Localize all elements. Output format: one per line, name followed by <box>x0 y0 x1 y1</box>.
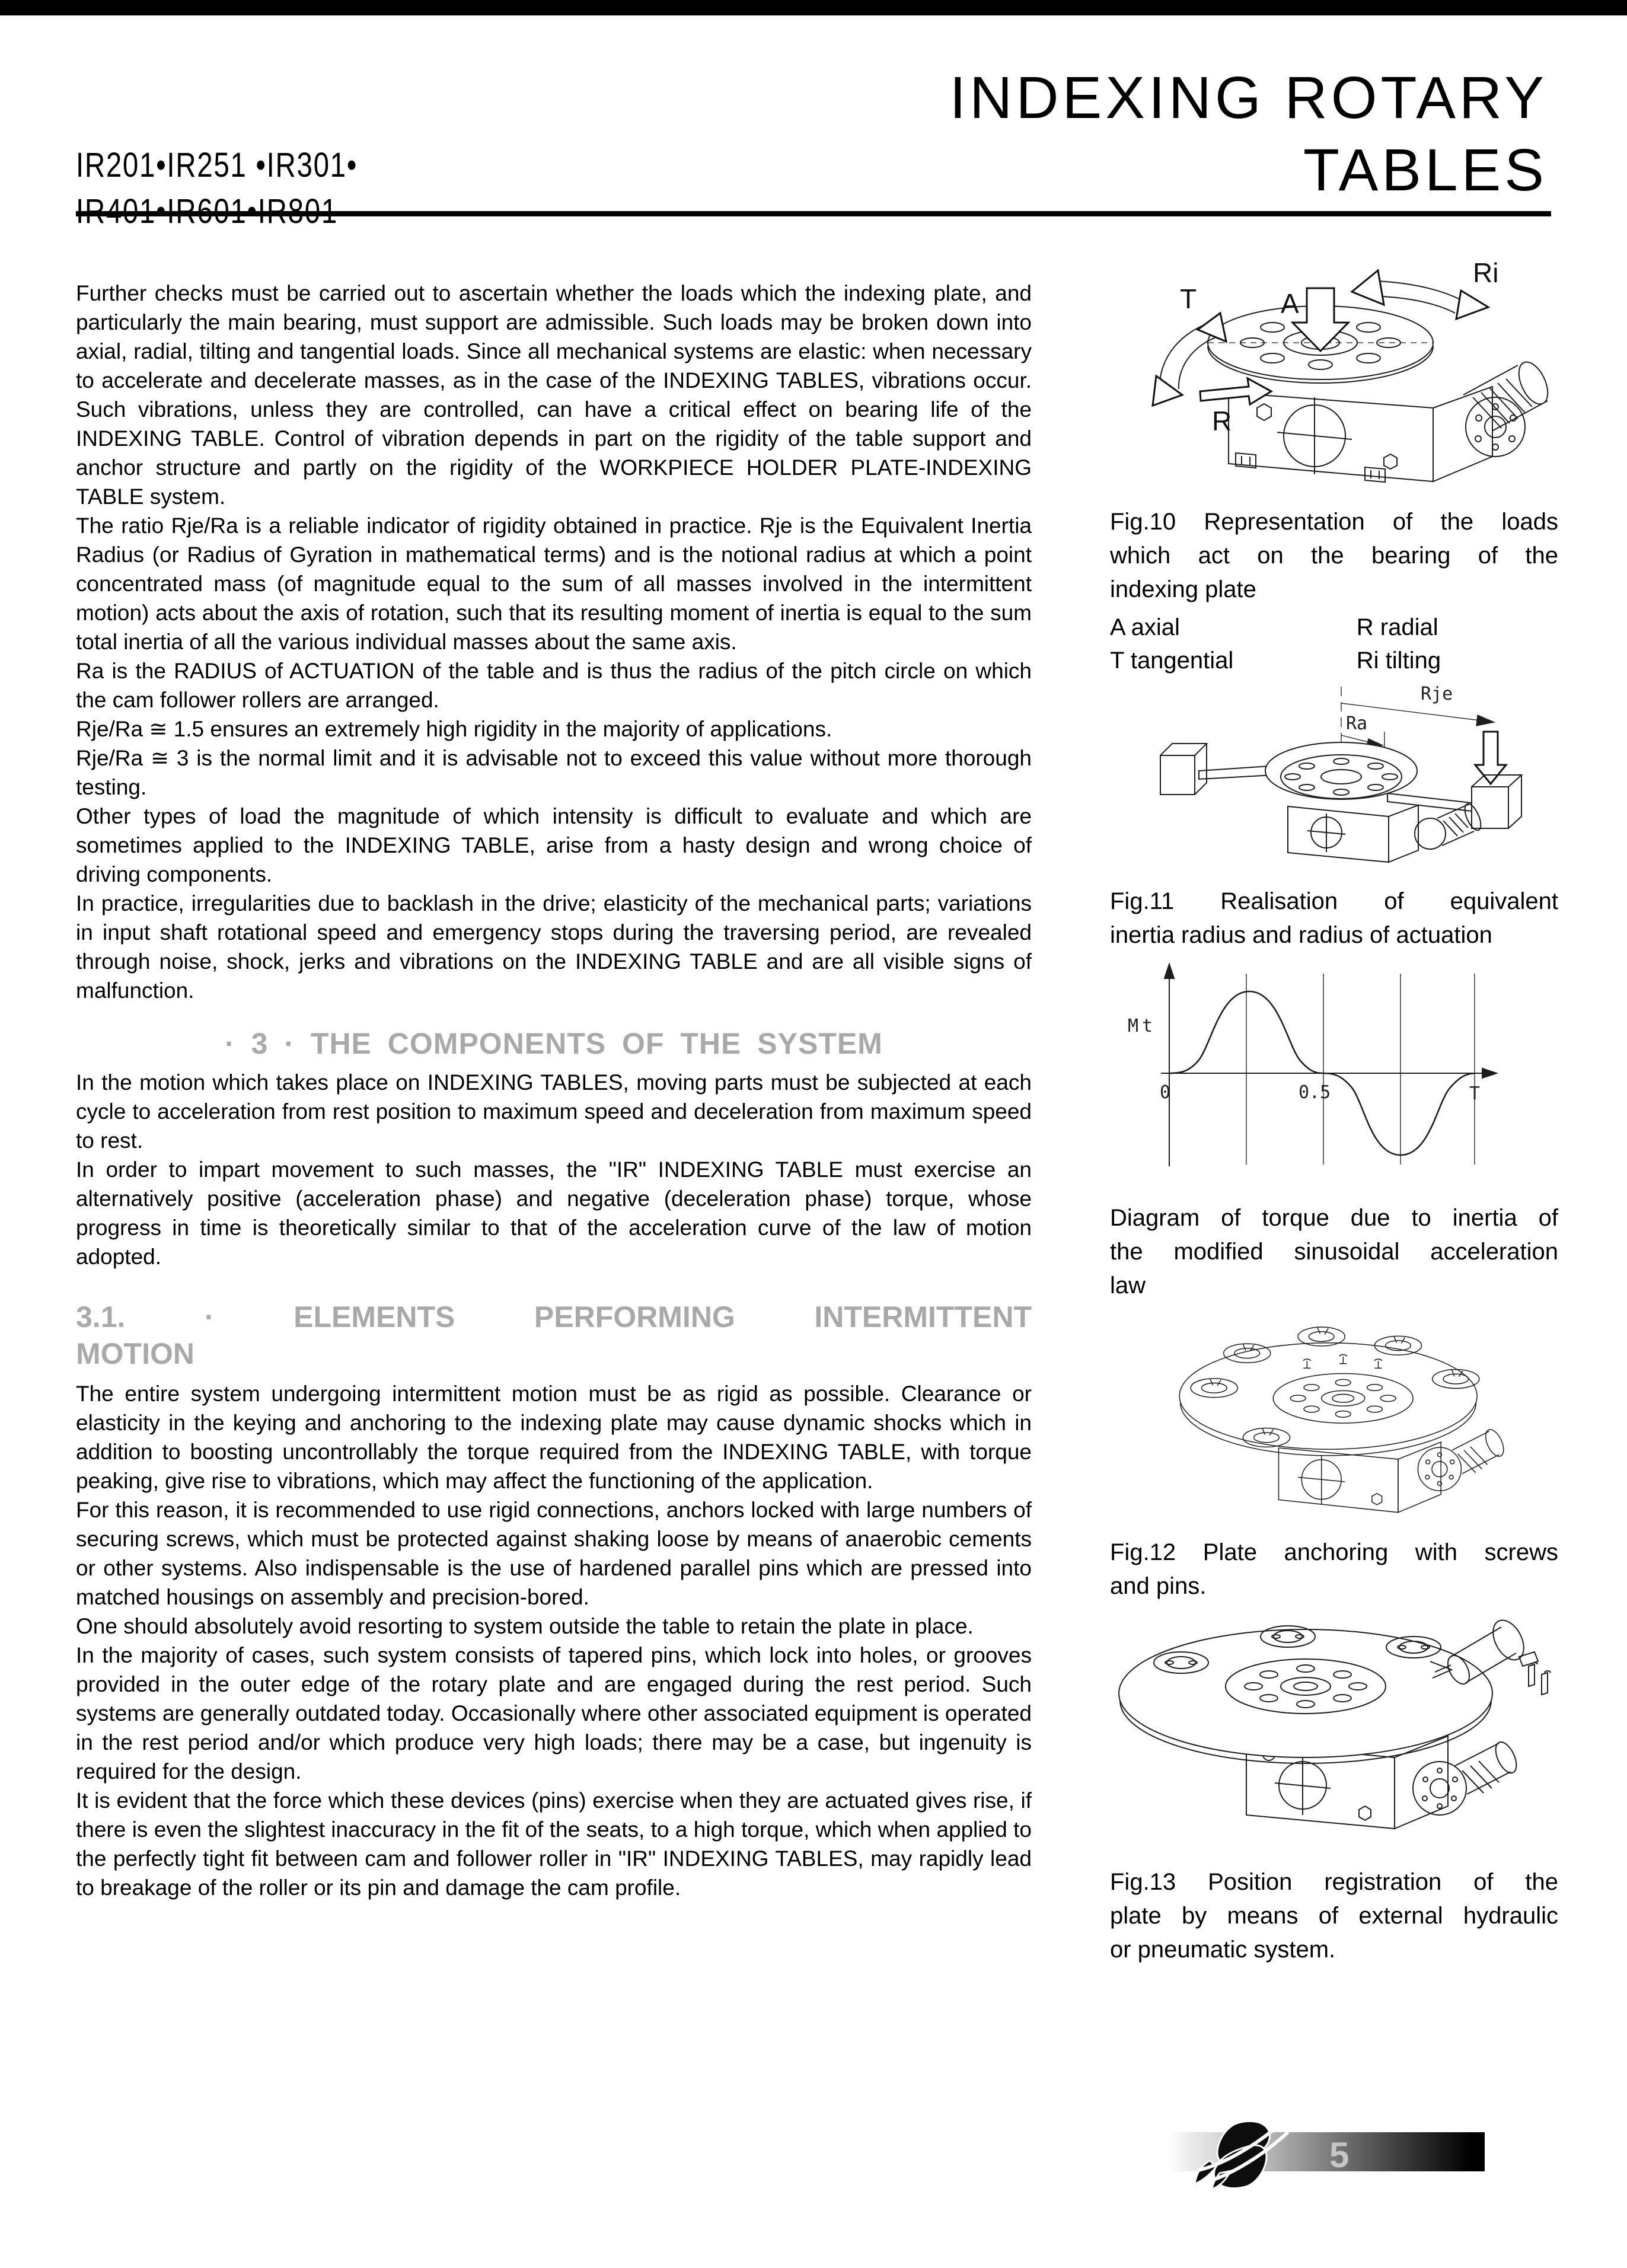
paragraph: The entire system undergoing intermittent motion must be as rigid as possible. Clearance or elasticity in the keying and anchoring to the indexing plate may cause dynamic shocks which in addition to boosting uncontrollably the torque required from the INDEXING TABLE, with torque peaking, give rise to vibrations, which may affect the functioning of the application. <box>76 1382 1032 1493</box>
page-title <box>949 62 1548 206</box>
fig10-label-ri: Ri <box>1473 257 1499 288</box>
paragraph: In practice, irregularities due to backlash in the drive; elasticity of the mechanical parts; variations in input shaft rotational speed and emergency stops during the traversing period, are revealed through noise, shock, jerks and vibrations on the INDEXING TABLE and are all visible signs of malfunction. <box>76 891 1032 1003</box>
torque-ylabel: Mt <box>1128 1016 1157 1036</box>
page-title-line2: TABLES <box>1303 137 1548 203</box>
fig11-caption-line: inertia radius and radius of actuation <box>1110 922 1492 948</box>
fig13-caption-line: plate by means of external hydraulic <box>1110 1903 1558 1929</box>
fig12-caption-line: and pins. <box>1110 1573 1207 1599</box>
fig10-caption-line: indexing plate <box>1110 576 1256 602</box>
paragraph: Other types of load the magnitude of which intensity is difficult to evaluate and which are sometimes applied to the INDEXING TABLE, arise from a hasty design and wrong choice of driving components. <box>76 804 1032 886</box>
legend-r-radial: R radial <box>1356 614 1438 640</box>
fig13-drawing <box>1110 1610 1558 1854</box>
torque-diagram <box>1110 956 1558 1181</box>
legend-a-axial: A axial <box>1110 614 1180 640</box>
torque-caption-line: law <box>1110 1272 1146 1299</box>
fig10-caption-line: Fig.10 Representation of the loads <box>1110 509 1558 535</box>
fig10-label-a: A <box>1281 288 1299 319</box>
fig10-label-r: R <box>1212 406 1232 436</box>
section-3-heading: · 3 · THE COMPONENTS OF THE SYSTEM <box>225 1027 883 1060</box>
main-text-column <box>76 279 1032 1902</box>
paragraph: Rje/Ra ≅ 1.5 ensures an extremely high rigidity in the majority of applications. <box>76 717 832 741</box>
equivalent-mass-arrow-icon <box>1475 732 1506 784</box>
fig13-caption-line: or pneumatic system. <box>1110 1937 1336 1963</box>
radial-load-arrow-icon <box>1200 378 1271 404</box>
torque-tick-05: 0.5 <box>1299 1082 1331 1103</box>
page-number: 5 <box>1329 2135 1350 2175</box>
fig11-caption-line: Fig.11 Realisation of equivalent <box>1110 888 1558 914</box>
paragraph: Ra is the RADIUS of ACTUATION of the table and is thus the radius of the pitch circle on which the cam follower rollers are arranged. <box>76 659 1032 712</box>
figure-column <box>1110 249 1558 2194</box>
paragraph: In order to impart movement to such masses, the "IR" INDEXING TABLE must exercise an alternatively positive (acceleration phase) and negative (deceleration phase) torque, whose progress in time is theoretically similar to that of the acceleration curve of the law of motion adopted. <box>76 1157 1032 1269</box>
paragraph: One should absolutely avoid resorting to system outside the table to retain the plate in place. <box>76 1614 974 1638</box>
fig12-caption <box>1110 1536 1558 1603</box>
section-3-1-heading-line1: 3.1. · ELEMENTS PERFORMING INTERMITTENT <box>76 1300 1032 1334</box>
fig10-label-t: T <box>1180 283 1197 314</box>
fig13-caption-line: Fig.13 Position registration of the <box>1110 1869 1558 1895</box>
section-3-1-heading <box>76 1299 1032 1372</box>
torque-caption <box>1110 1201 1558 1303</box>
torque-caption-line: the modified sinusoidal acceleration <box>1110 1239 1558 1265</box>
legend-t-tangential: T tangential <box>1110 647 1234 674</box>
fig10-caption-line: which act on the bearing of the <box>1110 543 1558 569</box>
torque-tick-T: T <box>1469 1083 1481 1104</box>
fig13-caption <box>1110 1865 1558 1967</box>
torque-tick-0: 0 <box>1160 1082 1171 1103</box>
model-list <box>76 142 358 235</box>
fig10-legend <box>1110 611 1558 677</box>
paragraph: The ratio Rje/Ra is a reliable indicator of rigidity obtained in practice. Rje is the Equivalent Inertia Radius (or Radius of Gyration in mathematical terms) and is the notional radius at which a point concentrated mass (of magnitude equal to the sum of all masses involved in the intermittent motion) acts about the axis of rotation, such that its resulting moment of inertia is equal to the sum total inertia of all the various individual masses about the same axis. <box>76 513 1032 654</box>
fig10-drawing <box>1110 249 1558 504</box>
fig11-drawing <box>1110 677 1558 882</box>
header-rule <box>76 211 1551 216</box>
paragraph: Further checks must be carried out to ascertain whether the loads which the indexing plate, and particularly the main bearing, must support are admissible. Such loads may be broken down into axial, radial, tilting and tangential loads. Since all mechanical systems are elastic: when necessary to accelerate and decelerate masses, as in the case of the INDEXING TABLES, vibrations occur. Such vibrations, unless they are controlled, can have a critical effect on bearing life of the INDEXING TABLE. Control of vibration depends in part on the rigidity of the table support and anchor structure and partly on the rigidity of the WORKPIECE HOLDER PLATE-INDEXING TABLE system. <box>76 281 1032 509</box>
brand-swirl-logo-icon <box>1191 2122 1295 2188</box>
paragraph: In the motion which takes place on INDEXING TABLES, moving parts must be subjected at each cycle to acceleration from rest position to maximum speed and deceleration from maximum speed to rest. <box>76 1070 1032 1153</box>
torque-caption-line: Diagram of torque due to inertia of <box>1110 1205 1558 1231</box>
model-list-line1: IR201•IR251 •IR301• <box>76 146 358 184</box>
fig11-label-ra: Ra <box>1346 713 1368 734</box>
paragraph: Rje/Ra ≅ 3 is the normal limit and it is advisable not to exceed this value without more thorough testing. <box>76 746 1032 799</box>
page-title-line1: INDEXING ROTARY <box>949 65 1548 131</box>
paragraph: For this reason, it is recommended to use rigid connections, anchors locked with large numbers of securing screws, which must be protected against shaking loose by means of anaerobic cements or other systems. Also indispensable is the use of hardened parallel pins which are pressed into matched housings on assembly and precision-bored. <box>76 1498 1032 1609</box>
paragraph: It is evident that the force which these devices (pins) exercise when they are actuated gives rise, if there is even the slightest inaccuracy in the fit of the seats, to a high torque, which when applied to the perfectly tight fit between cam and follower roller in "IR" INDEXING TABLES, may rapidly lead to breakage of the roller or its pin and damage the cam profile. <box>76 1788 1032 1900</box>
section-3-1-heading-line2: MOTION <box>76 1337 194 1370</box>
fig12-caption-line: Fig.12 Plate anchoring with screws <box>1110 1539 1558 1565</box>
fig12-drawing <box>1110 1310 1558 1527</box>
paragraph: In the majority of cases, such system consists of tapered pins, which lock into holes, or grooves provided in the outer edge of the rotary plate and are engaged during the rest period. Such systems are generally outdated today. Occasionally where other associated equipment is operated in the rest period and/or which produce very high loads; there may be a case, but ingenuity is required for the design. <box>76 1643 1032 1784</box>
fig10-caption <box>1110 505 1558 607</box>
legend-ri-tilting: Ri tilting <box>1356 647 1441 674</box>
top-black-bar <box>0 0 1627 15</box>
fig11-label-rje: Rje <box>1421 684 1453 704</box>
fig11-caption <box>1110 885 1558 952</box>
